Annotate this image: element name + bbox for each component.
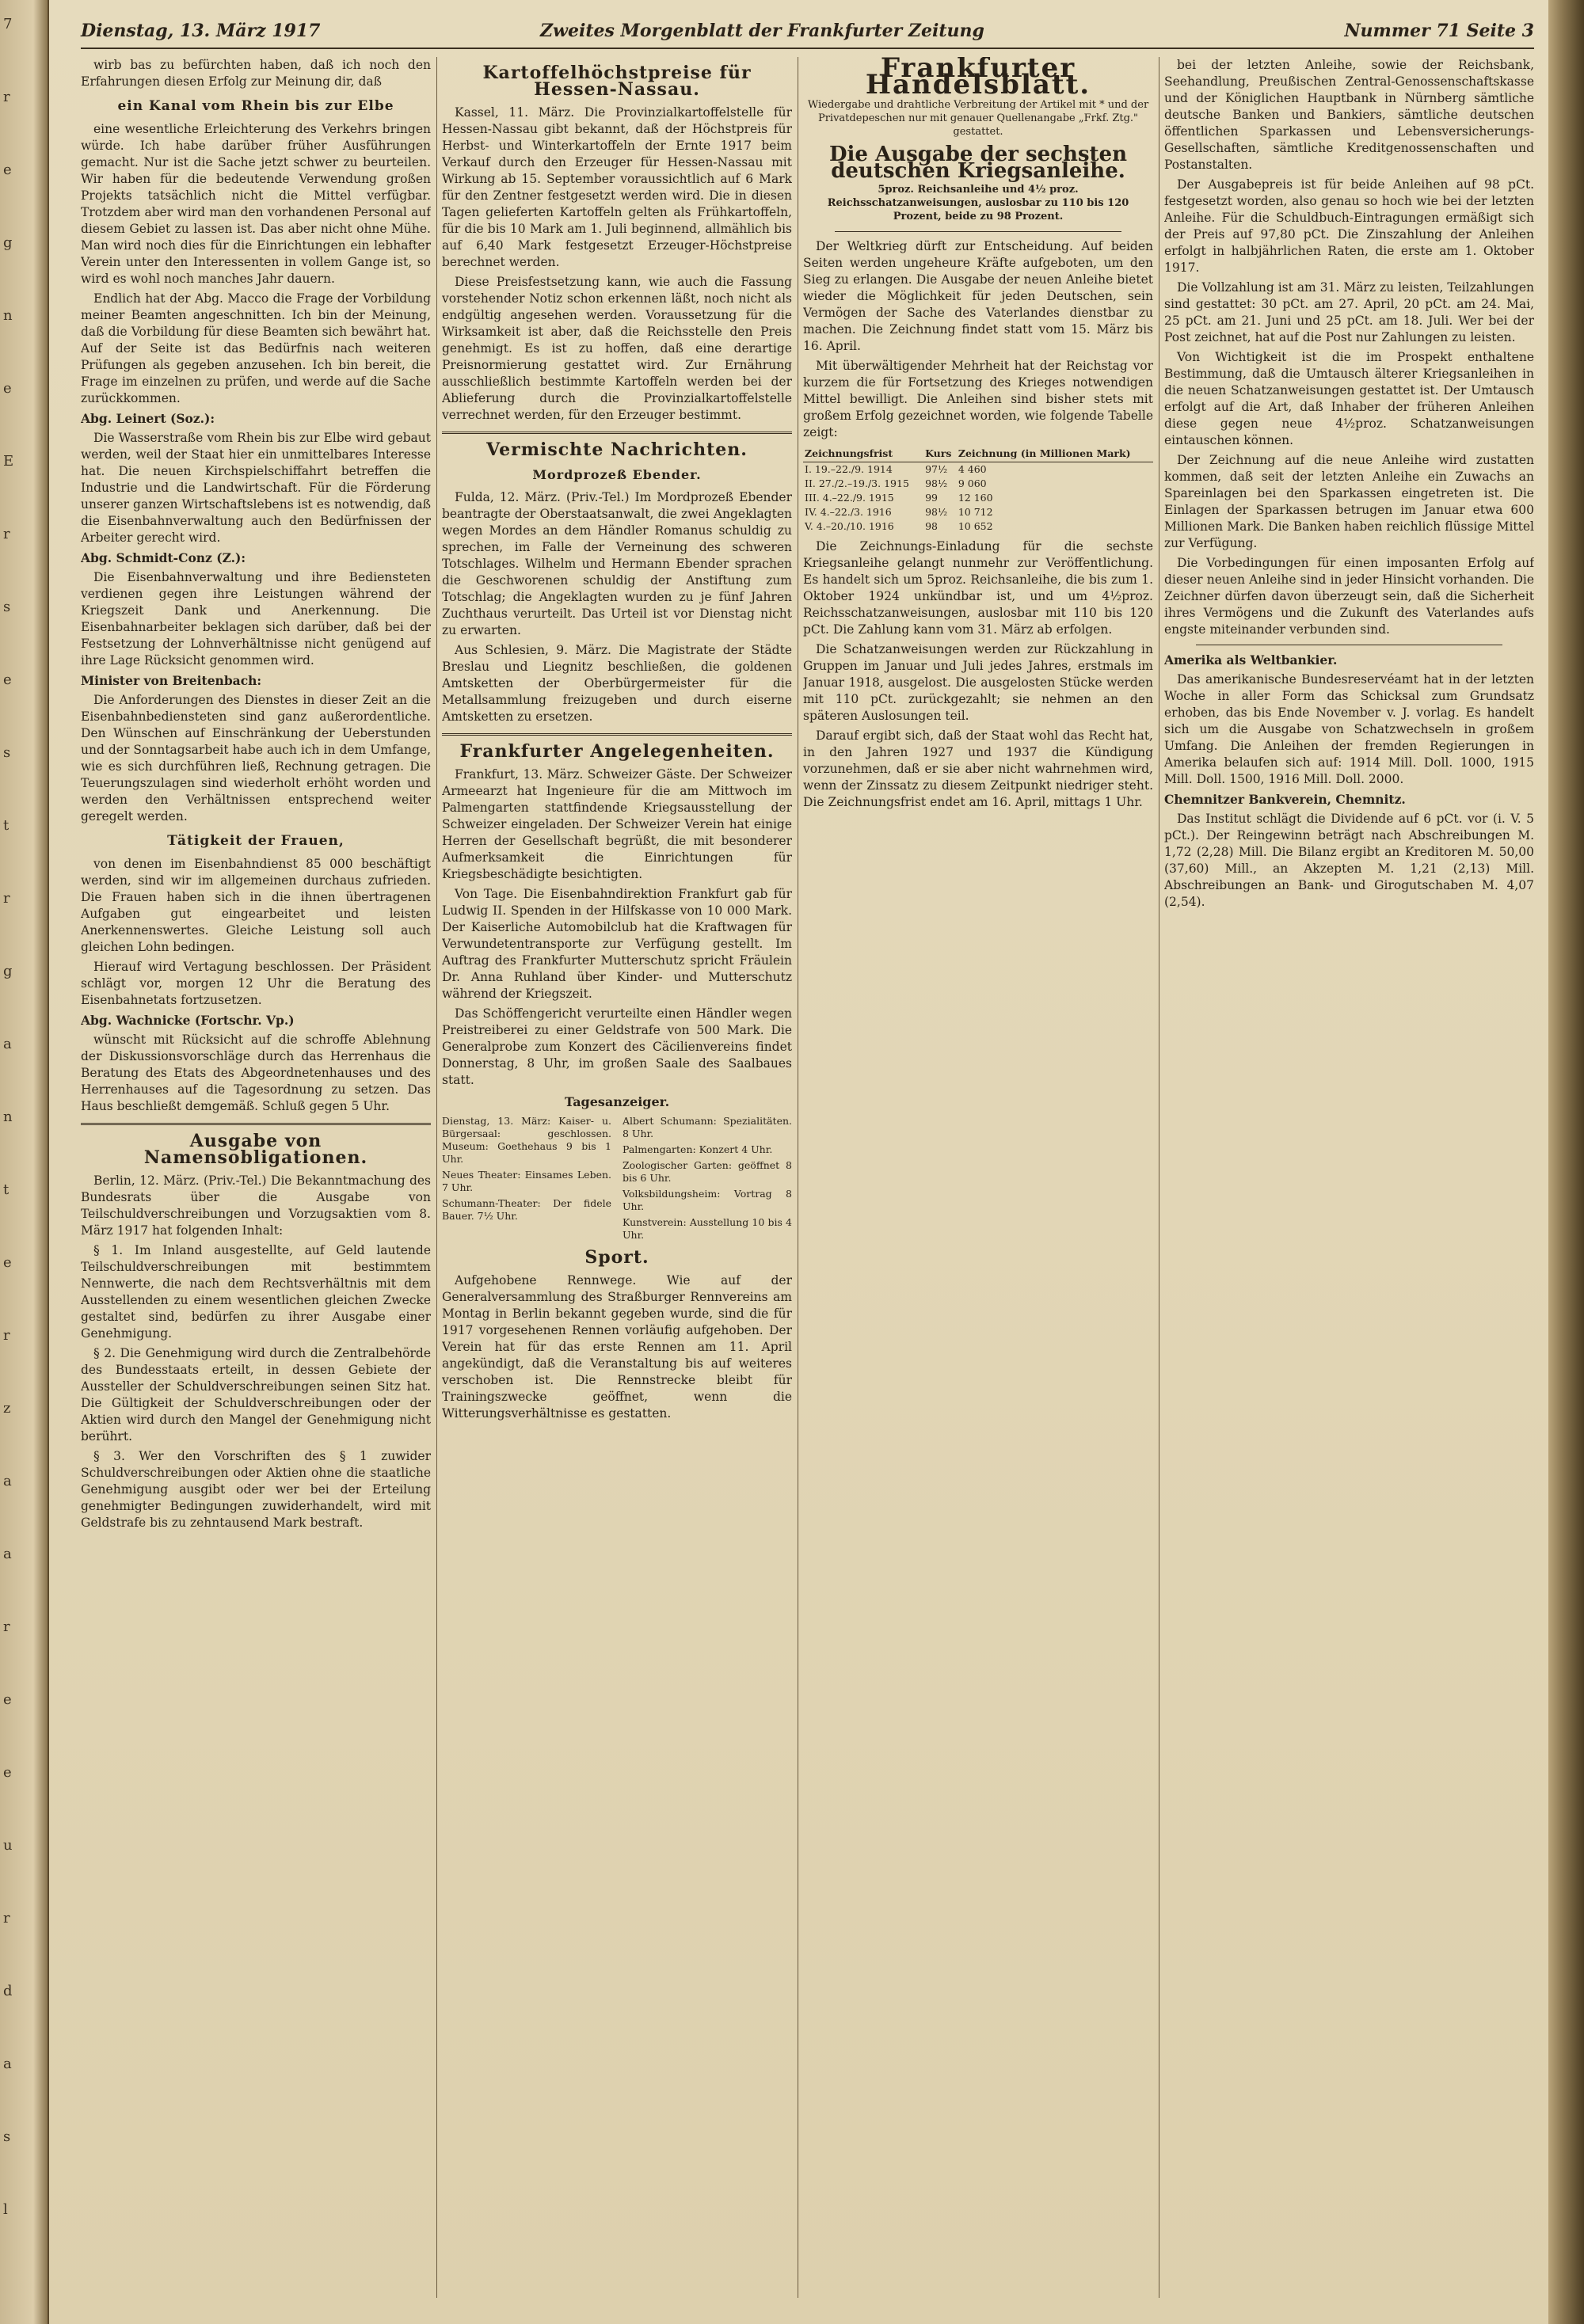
- adjacent-page-fragment: d: [3, 1983, 13, 1999]
- speaker-name: Abg. Schmidt-Conz (Z.):: [81, 550, 246, 565]
- paragraph: Der Ausgabepreis ist für beide Anleihen auf 98 pCt. festgesetzt worden, also genau so hoch wie bei der letzten Anleihe. Für die Schuldbuch-Eintragungen ermäßigt sich der Preis auf 97,80 pCt. Die Zinszahlung der Anleihen erfolgt in halbjährlichen Raten, die erste am 1. Oktober 1917.: [1164, 177, 1534, 275]
- adjacent-page-fragment: a: [3, 1546, 12, 1562]
- table-cell: 12 160: [958, 492, 993, 504]
- speaker-name: Minister von Breitenbach:: [81, 673, 262, 688]
- table-row: [803, 519, 1153, 534]
- adjacent-page-fragment: r: [3, 526, 10, 542]
- adjacent-page-edge: [0, 0, 48, 2324]
- paragraph: Diese Preisfestsetzung kann, wie auch die Fassung vorstehender Notiz schon erkennen läßt, noch nicht als endgültig angesehen werden. Voraussetzung für die Wirksamkeit ist aber, daß die Reichsstelle den Preis genehmigt. Es ist zu hoffen, daß eine derartige Preisnormierung gestattet wird. Zur Ernährung ausschließlich bestimmte Kartoffeln werden bei der Ablieferung durch die Provinzialkartoffelstelle verrechnet werden, für den Erzeuger bestimmt.: [442, 275, 792, 422]
- paragraph: Von Wichtigkeit ist die im Prospekt enthaltene Bestimmung, daß die Umtausch älterer Kriegsanleihen in die neuen Schatzanweisungen gestattet ist. Der Umtausch erfolgt auf die Art, daß Inhaber der früheren Anleihen diese gegen neue 4½proz. Schatzanweisungen eintauschen können.: [1164, 350, 1534, 447]
- listing-item: Volksbildungsheim: Vortrag 8 Uhr.: [623, 1188, 792, 1212]
- table-row: [803, 491, 1153, 505]
- adjacent-page-fragment: g: [3, 963, 13, 979]
- paragraph: Das amerikanische Bundesreservéamt hat in der letzten Woche in aller Form das Schicksal zum Grundsatz erhoben, das bis Ende November v. J. vorlag. Es handelt sich um die Ausgabe von Schatzwechseln in großem Umfang. Die Anleihen der fremden Regierungen in Amerika belaufen sich auf: 1914 Mill. Doll. 1000, 1915 Mill. Doll. 1500, 1916 Mill. Doll. 2000.: [1164, 672, 1534, 786]
- masthead-paper-name: Zweites Morgenblatt der Frankfurter Zeitung: [540, 21, 984, 41]
- column-4: [1164, 57, 1534, 2298]
- listing-item: Zoologischer Garten: geöffnet 8 bis 6 Uhr.: [623, 1159, 792, 1184]
- adjacent-page-fragment: a: [3, 1473, 12, 1489]
- adjacent-page-fragment: r: [3, 1618, 10, 1635]
- article-title: Kartoffelhöchstpreise für Hessen-Nassau.: [482, 63, 752, 100]
- table-cell: III. 4.–22./9. 1915: [805, 492, 894, 504]
- reprint-notice: Wiedergabe und drahtliche Verbreitung der Artikel mit * und der Privatdepeschen nur mit genauer Quellenangabe „Frkf. Ztg." gestattet.: [807, 99, 1149, 138]
- paragraph: Das Schöffengericht verurteilte einen Händler wegen Preistreiberei zu einer Geldstrafe von 500 Mark. Die Generalprobe zum Konzert des Cäcilienvereins findet Donnerstag, 8 Uhr, im großen Saale des Saalbaues statt.: [442, 1006, 792, 1087]
- table-header: Kurs: [923, 446, 957, 462]
- adjacent-page-fragment: s: [3, 744, 11, 761]
- listing-item: Albert Schumann: Spezialitäten. 8 Uhr.: [623, 1115, 792, 1139]
- paragraph: Darauf ergibt sich, daß der Staat wohl das Recht hat, in den Jahren 1927 und 1937 die Kündigung vorzunehmen, daß er sie aber nicht wahrnehmen wird, wenn der Zinssatz zu diesem Zeitpunkt niedriger steht. Die Zeichnungsfrist endet am 16. April, mittags 1 Uhr.: [803, 728, 1153, 809]
- paragraph: Berlin, 12. März. (Priv.-Tel.) Die Bekanntmachung des Bundesrats über die Ausgabe von Teilschuldverschreibungen und Vorzugsaktien vom 8. März 1917 hat folgenden Inhalt:: [81, 1173, 431, 1238]
- divider: [442, 432, 792, 434]
- paragraph: Hierauf wird Vertagung beschlossen. Der Präsident schlägt vor, morgen 12 Uhr die Beratung des Eisenbahnetats fortzusetzen.: [81, 960, 431, 1007]
- table-cell: 98: [925, 520, 938, 532]
- table-cell: I. 19.–22./9. 1914: [805, 463, 893, 475]
- adjacent-page-fragment: t: [3, 817, 10, 834]
- adjacent-page-fragment: e: [3, 162, 12, 178]
- listing-item: Dienstag, 13. März: Kaiser- u. Bürgersaal: geschlossen. Museum: Goethehaus 9 bis 1 Uhr.: [442, 1115, 611, 1165]
- adjacent-page-fragment: r: [3, 89, 10, 105]
- newspaper-page: [49, 0, 1548, 2324]
- adjacent-page-fragment: z: [3, 1400, 11, 1417]
- adjacent-page-fragment: r: [3, 1910, 10, 1927]
- table-cell: 97½: [925, 463, 948, 475]
- table-cell: 4 460: [958, 463, 987, 475]
- article-headline: Die Ausgabe der sechsten deutschen Kriegsanleihe.: [828, 143, 1127, 183]
- adjacent-page-fragment: e: [3, 380, 12, 397]
- listing-item: Neues Theater: Einsames Leben. 7 Uhr.: [442, 1169, 611, 1193]
- paragraph: Aufgehobene Rennwege. Wie auf der Generalversammlung des Straßburger Rennvereins am Montag in Berlin bekannt gegeben wurde, sind die für 1917 vorgesehenen Rennen vorläufig aufgehoben. Der Verein hat für das erste Rennen am 11. April angekündigt, daß die Veranstaltung bis auf weiteres verschoben ist. Die Rennstrecke bleibt für Trainingszwecke geöffnet, wenn die Witterungsverhältnisse es gestatten.: [442, 1273, 792, 1421]
- binding-edge: [1548, 0, 1584, 2324]
- table-cell: V. 4.–20./10. 1916: [805, 520, 894, 532]
- article-title: Chemnitzer Bankverein, Chemnitz.: [1164, 792, 1406, 807]
- section-title: Frankfurter Angelegenheiten.: [459, 741, 775, 762]
- speaker-name: Abg. Leinert (Soz.):: [81, 411, 215, 426]
- paragraph: Frankfurt, 13. März. Schweizer Gäste. Der Schweizer Armeearzt hat Ingenieure für die am Mittwoch im Palmengarten stattfindende Kriegsausstellung der Schweizer eingeladen. Der Schweizer Verein hat einige Herren der Gesellschaft begrüßt, die mit besonderer Aufmerksamkeit die Einrichtungen für Kriegsbeschädigte besichtigten.: [442, 767, 792, 881]
- paragraph: Die Anforderungen des Dienstes in dieser Zeit an die Eisenbahnbediensteten sind ganz außerordentliche. Den Wünschen auf Einschränkung der Ueberstunden und der Sonntagsarbeit habe auch ich in dem Umfange, wie es sich durchführen ließ, Rechnung getragen. Die Teuerungszulagen sind wiederholt erhöht worden und werden den Verhältnissen entsprechend weiter geregelt werden.: [81, 693, 431, 823]
- article-title: Amerika als Weltbankier.: [1164, 652, 1338, 668]
- adjacent-page-fragment: a: [3, 1036, 12, 1052]
- masthead-date: Dienstag, 13. März 1917: [81, 21, 321, 41]
- paragraph: Kassel, 11. März. Die Provinzialkartoffelstelle für Hessen-Nassau gibt bekannt, daß der Höchstpreis für Herbst- und Winterkartoffeln der Ernte 1917 beim Verkauf durch den Erzeuger für Hessen-Nassau mit Wirkung ab 15. September voraussichtlich auf 6 Mark für den Zentner festgesetzt werden wird. Die in diesen Tagen gelieferten Kartoffeln gelten als Frühkartoffeln, für die bis 10 Mark am 1. Juli beginnend, allmählich bis auf 6,40 Mark festgesetzt Erzeuger-Höchstpreise berechnet werden.: [442, 105, 792, 269]
- table-cell: 98½: [925, 477, 948, 489]
- speaker-name: Abg. Wachnicke (Fortschr. Vp.): [81, 1013, 295, 1028]
- table-header: Zeichnungsfrist: [803, 446, 923, 462]
- event-listings: [442, 1115, 792, 1242]
- column-2: [442, 57, 792, 2298]
- paragraph: eine wesentliche Erleichterung des Verkehrs bringen würde. Ich habe darüber früher Ausführungen gemacht. Nur ist die Sache jetzt schwer zu beurteilen. Wir haben für die bedeutende Verwendung großen Projekts tatsächlich nicht die Mittel verfügbar. Trotzdem aber wird man den vorhandenen Personal auf diesem Gebiet zu lassen ist. Das aber nicht ohne Mühe. Man wird noch dies für die Einrichtungen ein lebhafter Verein unter den Interessenten in vollem Gange ist, so wird es wohl noch manches Jahr dauern.: [81, 122, 431, 286]
- table-row: [803, 505, 1153, 519]
- paragraph: § 1. Im Inland ausgestellte, auf Geld lautende Teilschuldverschreibungen mit bestimmtem Nennwerte, die nach dem Rechtsverhältnis mit dem Ausstellenden zu einem wesentlichen gleichen Zwecke gestaltet sind, bedürfen zu ihrer Ausgabe einer Genehmigung.: [81, 1243, 431, 1341]
- paragraph: Die Zeichnungs-Einladung für die sechste Kriegsanleihe gelangt nunmehr zur Veröffentlichung. Es handelt sich um 5proz. Reichsanleihe, die bis zum 1. Oktober 1924 unkündbar ist, und um 4½proz. Reichsschatzanweisungen, auslosbar mit 110 bis 120 pCt. Die Zahlung kann vom 31. März ab erfolgen.: [803, 539, 1153, 637]
- column-3: [803, 57, 1153, 2298]
- article-deck: 5proz. Reichsanleihe und 4½ proz. Reichsschatzanweisungen, auslosbar zu 110 bis 120 Prozent, beide zu 98 Prozent.: [827, 184, 1129, 223]
- adjacent-page-fragment: l: [3, 2201, 8, 2218]
- table-cell: 98½: [925, 506, 948, 518]
- adjacent-page-fragment: g: [3, 234, 13, 251]
- table-cell: IV. 4.–22./3. 1916: [805, 506, 892, 518]
- paragraph: § 2. Die Genehmigung wird durch die Zentralbehörde des Bundesstaats erteilt, in dessen Gebiete der Aussteller der Schuldverschreibungen seinen Sitz hat. Die Gültigkeit der Schuldverschreibungen oder der Aktien wird durch den Mangel der Genehmigung nicht berührt.: [81, 1346, 431, 1443]
- subheading: Mordprozeß Ebender.: [532, 467, 702, 482]
- section-title: Sport.: [584, 1247, 649, 1268]
- paragraph: Die Wasserstraße vom Rhein bis zur Elbe wird gebaut werden, weil der Staat hier ein unmittelbares Interesse hat. Die neuen Kirchspielschiffahrt betreffen die Industrie und die Landwirtschaft. Für die Förderung unserer ganzen Wirtschaftslebens ist es notwendig, daß die Eisenbahnverwaltung auch den Bedürfnissen der Arbeiter gerecht wird.: [81, 431, 431, 545]
- paragraph: Endlich hat der Abg. Macco die Frage der Vorbildung meiner Beamten angeschnitten. Ich bin der Meinung, daß die Vorbildung für diese Beamten sich bewährt hat. Auf der Seite ist das Bedürfnis nach weiteren Prüfungen als gegeben anzusehen. Ich bin bereit, die Frage im einzelnen zu prüfen, und werde auf die Sache zurückkommen.: [81, 291, 431, 405]
- adjacent-page-fragment: t: [3, 1181, 10, 1198]
- paragraph: von denen im Eisenbahndienst 85 000 beschäftigt werden, sind wir im allgemeinen durchaus zufrieden. Die Frauen haben sich in die ihnen übertragenen Aufgaben gut eingearbeitet und leisten Anerkennenswertes. Gleiche Leistung soll auch gleichen Lohn bedingen.: [81, 857, 431, 954]
- paragraph: wirb bas zu befürchten haben, daß ich noch den Erfahrungen diesen Erfolg zur Meinung dir, daß: [81, 58, 431, 89]
- paragraph: Die Vollzahlung ist am 31. März zu leisten, Teilzahlungen sind gestattet: 30 pCt. am 27. April, 20 pCt. am 24. Mai, 25 pCt. am 21. Juni und 25 pCt. am 18. Juli. Wer bei der Post zeichnet, hat auf die Post nur Zahlungen zu leisten.: [1164, 280, 1534, 344]
- paragraph: bei der letzten Anleihe, sowie der Reichsbank, Seehandlung, Preußischen Zentral-Genossenschaftskasse und der Königlichen Hauptbank in Nürnberg sämtliche deutsche Banken und Bankiers, sämtliche deutschen öffentlichen Sparkassen und Lebensversicherungs-Gesellschaften, sämtliche Kreditgenossenschaften und Postanstalten.: [1164, 58, 1534, 172]
- divider: [835, 231, 1121, 232]
- paragraph: Der Zeichnung auf die neue Anleihe wird zustatten kommen, daß seit der letzten Anleihe ein Zuwachs an Spareinlagen bei den Sparkassen eingetreten ist. Die Einlagen der Sparkassen betrugen im Januar etwa 600 Millionen Mark. Die Banken haben reichlich flüssige Mittel zur Verfügung.: [1164, 453, 1534, 550]
- table-cell: II. 27./2.–19./3. 1915: [805, 477, 909, 489]
- section-title: Vermischte Nachrichten.: [486, 439, 748, 460]
- divider: [442, 733, 792, 736]
- paragraph: Aus Schlesien, 9. März. Die Magistrate der Städte Breslau und Liegnitz beschließen, die goldenen Amtsketten der Oberbürgermeister für die Metallsammlung freizugeben und durch eiserne Amtsketten zu ersetzen.: [442, 643, 792, 724]
- paragraph: Mit überwältigender Mehrheit hat der Reichstag vor kurzem die für Fortsetzung des Krieges notwendigen Mittel bewilligt. Die Anleihen sind bisher stets mit großem Erfolg gezeichnet worden, wie folgende Tabelle zeigt:: [803, 359, 1153, 439]
- listings-title: Tagesanzeiger.: [564, 1094, 670, 1109]
- section-masthead: Frankfurter Handelsblatt.: [865, 57, 1091, 101]
- table-cell: 10 712: [958, 506, 993, 518]
- adjacent-page-fragment: 7: [3, 16, 13, 32]
- masthead: [81, 16, 1534, 49]
- table-row: [803, 462, 1153, 477]
- listing-item: Palmengarten: Konzert 4 Uhr.: [623, 1143, 773, 1155]
- masthead-page-number: Nummer 71 Seite 3: [1344, 21, 1534, 41]
- paragraph: Die Vorbedingungen für einen imposanten Erfolg auf dieser neuen Anleihe sind in jeder Hinsicht vorhanden. Die Zeichner dürfen davon überzeugt sein, daß die Sicherheit ihres Vermögens und die Zukunft des Vaterlandes aufs engste miteinander verbunden sind.: [1164, 556, 1534, 637]
- adjacent-page-fragment: a: [3, 2056, 12, 2072]
- subheading: Tätigkeit der Frauen,: [167, 833, 345, 849]
- adjacent-page-fragment: u: [3, 1837, 13, 1854]
- paragraph: wünscht mit Rücksicht auf die schroffe Ablehnung der Diskussionsvorschläge durch das Herrenhaus die Beratung des Etats des Abgeordnetenhauses und des Herrenhauses auf die Tagesordnung zu setzen. Das Haus beschließt demgemäß. Schluß gegen 5 Uhr.: [81, 1033, 431, 1113]
- subheading: ein Kanal vom Rhein bis zur Elbe: [117, 98, 394, 114]
- adjacent-page-fragment: n: [3, 1109, 13, 1125]
- paragraph: Das Institut schlägt die Dividende auf 6 pCt. vor (i. V. 5 pCt.). Der Reingewinn beträgt nach Abschreibungen M. 1,72 (2,28) Mill. Die Bilanz ergibt an Kreditoren M. 50,00 (37,60) Mill., an Akzepten M. 1,21 (2,13) Mill. Abschreibungen an Bank- und Girogutschaben M. 4,07 (2,54).: [1164, 812, 1534, 909]
- table-header: Zeichnung (in Millionen Mark): [957, 446, 1153, 462]
- listing-item: Kunstverein: Ausstellung 10 bis 4 Uhr.: [623, 1216, 792, 1241]
- adjacent-page-fragment: e: [3, 1691, 12, 1708]
- column-rule: [436, 57, 437, 2298]
- paragraph: Die Schatzanweisungen werden zur Rückzahlung in Gruppen im Januar und Juli jedes Jahres, erstmals im Januar 1918, ausgelost. Die ausgelosten Stücke werden mit 110 pCt. zurückgezahlt; sie nehmen an den späteren Auslosungen teil.: [803, 642, 1153, 723]
- listing-item: Schumann-Theater: Der fidele Bauer. 7½ Uhr.: [442, 1197, 611, 1222]
- loan-results-table: [803, 446, 1153, 534]
- adjacent-page-fragment: r: [3, 1327, 10, 1344]
- adjacent-page-fragment: e: [3, 1764, 12, 1781]
- adjacent-page-fragment: s: [3, 599, 11, 615]
- adjacent-page-fragment: e: [3, 1254, 12, 1271]
- paragraph: Der Weltkrieg dürft zur Entscheidung. Auf beiden Seiten werden ungeheure Kräfte aufgeboten, um den Sieg zu erlangen. Die Ausgabe der neuen Anleihe bietet wieder die Möglichkeit für jeden Deutschen, sein Vermögen der Sache des Vaterlandes dienstbar zu machen. Die Zeichnung findet statt vom 15. März bis 16. April.: [803, 239, 1153, 353]
- adjacent-page-fragment: n: [3, 307, 13, 324]
- paragraph: § 3. Wer den Vorschriften des § 1 zuwider Schuldverschreibungen oder Aktien ohne die staatliche Genehmigung ausgibt oder wer bei der Erteilung genehmigter Bedingungen zuwiderhandelt, wird mit Geldstrafe bis zu zehntausend Mark bestraft.: [81, 1449, 431, 1530]
- table-cell: 10 652: [958, 520, 993, 532]
- table-cell: 9 060: [958, 477, 987, 489]
- adjacent-page-fragment: e: [3, 671, 12, 688]
- table-row: [803, 477, 1153, 491]
- adjacent-page-fragment: E: [3, 453, 14, 470]
- paragraph: Von Tage. Die Eisenbahndirektion Frankfurt gab für Ludwig II. Spenden in der Hilfskasse von 10 000 Mark. Der Kaiserliche Automobilclub hat die Kraftwagen für Verwundetentransporte zur Verfügung gestellt. Im Auftrag des Frankfurter Mutterschutz spricht Fräulein Dr. Anna Ruhland über Kinder- und Mutterschutz während der Kriegszeit.: [442, 887, 792, 1001]
- article-title: Ausgabe von Namensobligationen.: [143, 1131, 368, 1168]
- paragraph: Fulda, 12. März. (Priv.-Tel.) Im Mordprozeß Ebender beantragte der Oberstaatsanwalt, die zwei Angeklagten wegen Mordes an dem Händler Romanus schuldig zu sprechen, im Falle der Verneinung des schweren Totschlages. Wilhelm und Hermann Ebender sprachen die Geschworenen schuldig der Anstiftung zum Totschlag; die Angeklagten wurden zu je fünf Jahren Zuchthaus verurteilt. Das Urteil ist vor Dienstag nicht zu erwarten.: [442, 490, 792, 637]
- table-cell: 99: [925, 492, 938, 504]
- column-1: [81, 57, 431, 2298]
- adjacent-page-fragment: r: [3, 890, 10, 907]
- paragraph: Die Eisenbahnverwaltung und ihre Bediensteten verdienen gegen ihre Leistungen während der Kriegszeit Dank und Anerkennung. Die Eisenbahnarbeiter beklagen sich darüber, daß bei der Festsetzung der Lohnverhältnisse nicht genügend auf ihre Lage Rücksicht genommen wird.: [81, 570, 431, 668]
- divider: [81, 1123, 431, 1125]
- adjacent-page-fragment: s: [3, 2128, 11, 2145]
